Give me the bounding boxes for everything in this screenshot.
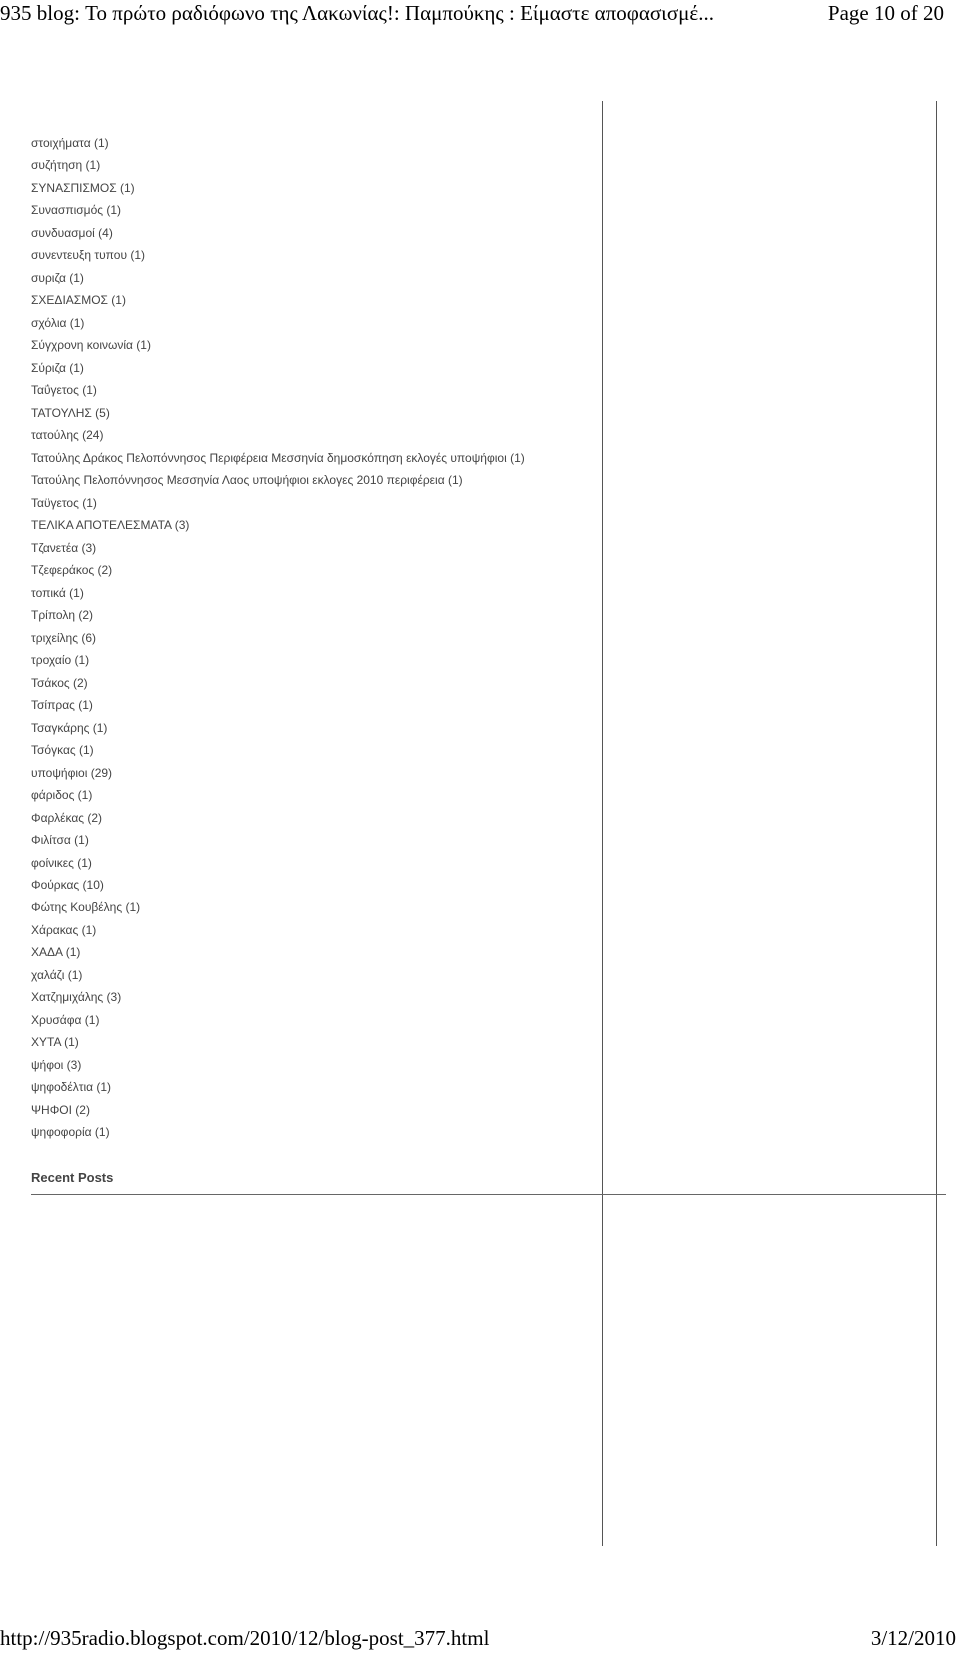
label-link[interactable]: υποψήφιοι (29) xyxy=(31,765,113,780)
label-link[interactable]: Φιλίτσα (1) xyxy=(31,833,89,848)
label-link[interactable]: Τζανετέα (3) xyxy=(31,540,97,555)
labels-list xyxy=(31,132,525,1144)
label-link[interactable]: Χάρακας (1) xyxy=(31,922,97,937)
label-link[interactable]: ψηφοφορία (1) xyxy=(31,1125,110,1140)
label-link[interactable]: τριχείλης (6) xyxy=(31,630,97,645)
label-link[interactable]: Τσόγκας (1) xyxy=(31,743,94,758)
label-link[interactable]: σχόλια (1) xyxy=(31,315,85,330)
recent-posts-divider xyxy=(31,1194,946,1195)
page-url: http://935radio.blogspot.com/2010/12/blog-post_377.html xyxy=(0,1626,490,1650)
label-link[interactable]: ΣΥΝΑΣΠΙΣΜΟΣ (1) xyxy=(31,180,135,195)
label-link[interactable]: Τρίπολη (2) xyxy=(31,608,94,623)
label-link[interactable]: Φώτης Κουβέλης (1) xyxy=(31,900,141,915)
label-link[interactable]: Τατούλης Δράκος Πελοπόννησος Περιφέρεια Μεσσηνία δημοσκόπηση εκλογές υποψήφιοι (1) xyxy=(31,450,525,465)
label-link[interactable]: τοπικά (1) xyxy=(31,585,84,600)
recent-posts-heading: Recent Posts xyxy=(31,1170,114,1185)
label-link[interactable]: Τατούλης Πελοπόννησος Μεσσηνία Λαος υποψήφιοι εκλογες 2010 περιφέρεια (1) xyxy=(31,473,463,488)
label-link[interactable]: χαλάζι (1) xyxy=(31,967,83,982)
page-number: Page 10 of 20 xyxy=(827,1,944,25)
label-link[interactable]: Συνασπισμός (1) xyxy=(31,203,122,218)
print-footer xyxy=(0,1624,956,1652)
column-divider-left xyxy=(602,101,603,1546)
label-link[interactable]: Ταΰγετος (1) xyxy=(31,383,97,398)
print-header xyxy=(0,0,944,26)
label-link[interactable]: τατούλης (24) xyxy=(31,428,104,443)
label-link[interactable]: Χατζημιχάλης (3) xyxy=(31,990,122,1005)
label-link[interactable]: συνδυασμοί (4) xyxy=(31,225,113,240)
label-link[interactable]: Τζεφεράκος (2) xyxy=(31,563,113,578)
label-link[interactable]: Τσάκος (2) xyxy=(31,675,88,690)
label-link[interactable]: ΧΥΤΑ (1) xyxy=(31,1035,79,1050)
label-link[interactable]: συριζα (1) xyxy=(31,270,84,285)
label-link[interactable]: ψήφοι (3) xyxy=(31,1057,82,1072)
label-link[interactable]: συζήτηση (1) xyxy=(31,158,101,173)
label-link[interactable]: φάριδος (1) xyxy=(31,788,93,803)
label-link[interactable]: ΧΑΔΑ (1) xyxy=(31,945,81,960)
label-link[interactable]: φοίνικες (1) xyxy=(31,855,92,870)
label-link[interactable]: Φούρκας (10) xyxy=(31,877,104,892)
label-link[interactable]: τροχαίο (1) xyxy=(31,653,90,668)
page-title: 935 blog: Το πρώτο ραδιόφωνο της Λακωνίας!: Παμπούκης : Είμαστε αποφασισμέ... xyxy=(0,1,714,25)
label-link[interactable]: Χρυσάφα (1) xyxy=(31,1012,100,1027)
column-divider-right xyxy=(936,101,937,1546)
label-link[interactable]: Φαρλέκας (2) xyxy=(31,810,103,825)
label-link[interactable]: Σύγχρονη κοινωνία (1) xyxy=(31,338,151,353)
label-link[interactable]: ΤΑΤΟΥΛΗΣ (5) xyxy=(31,405,110,420)
label-link[interactable]: Σύριζα (1) xyxy=(31,360,84,375)
label-link[interactable]: ΨΗΦΟΙ (2) xyxy=(31,1102,90,1117)
label-link[interactable]: ΣΧΕΔΙΑΣΜΟΣ (1) xyxy=(31,293,126,308)
label-link[interactable]: συνεντευξη τυπου (1) xyxy=(31,248,145,263)
print-date: 3/12/2010 xyxy=(870,1626,956,1650)
label-link[interactable]: στοιχήματα (1) xyxy=(31,136,109,150)
label-link[interactable]: Τσαγκάρης (1) xyxy=(31,720,108,735)
label-link[interactable]: Ταϋγετος (1) xyxy=(31,495,97,510)
label-link[interactable]: ΤΕΛΙΚΑ ΑΠΟΤΕΛΕΣΜΑΤΑ (3) xyxy=(31,518,190,533)
label-link[interactable]: ψηφοδέλτια (1) xyxy=(31,1080,112,1095)
label-link[interactable]: Τσίπρας (1) xyxy=(31,698,93,713)
